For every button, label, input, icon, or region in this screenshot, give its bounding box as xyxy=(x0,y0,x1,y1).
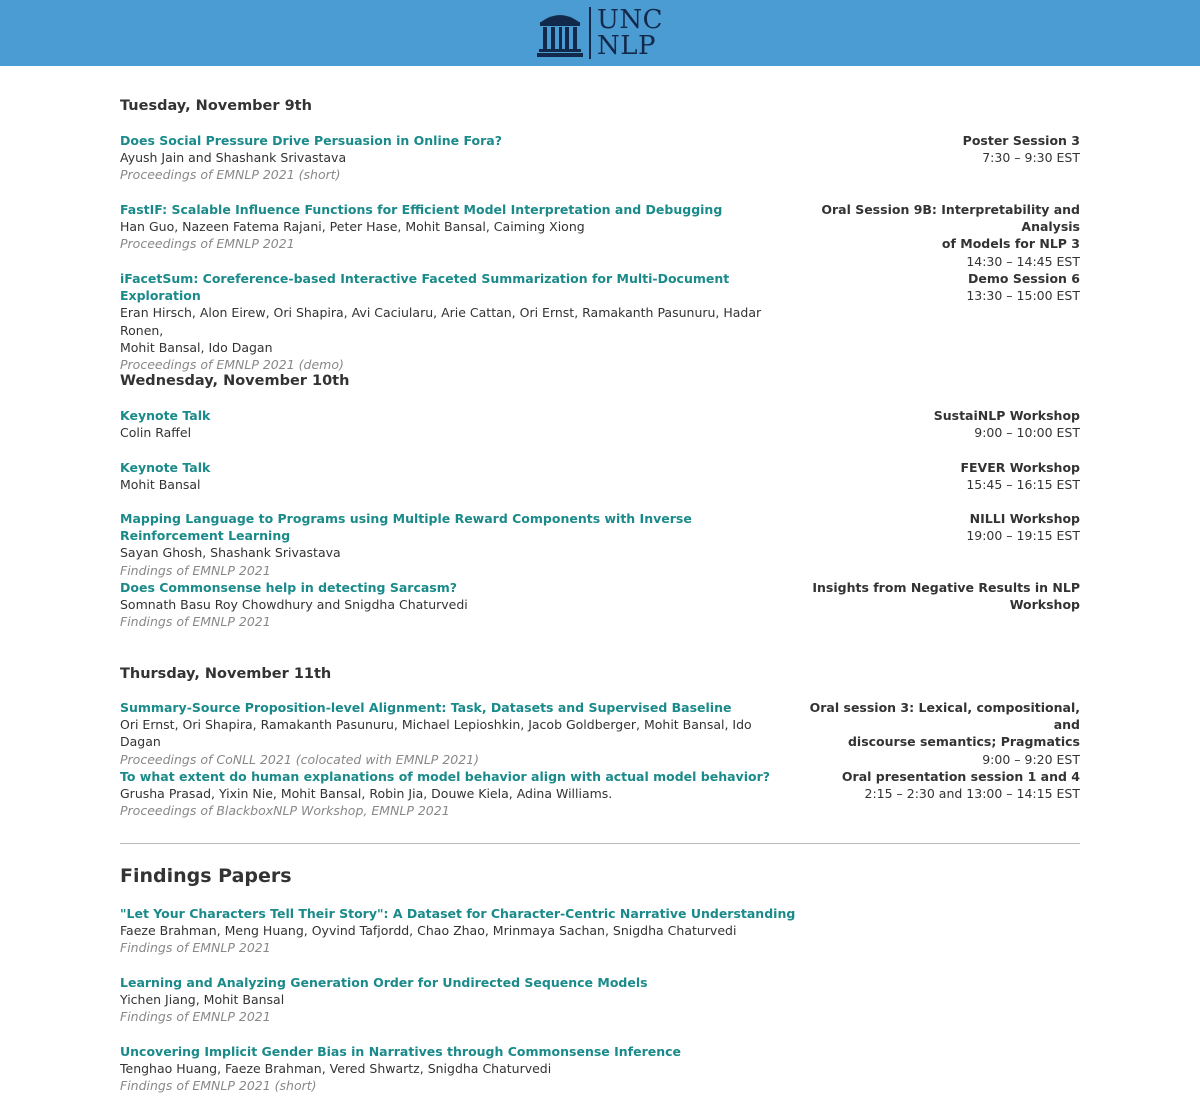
venue: Findings of EMNLP 2021 xyxy=(120,562,271,578)
paper-title-link[interactable]: Learning and Analyzing Generation Order for Undirected Sequence Models xyxy=(120,975,648,990)
session-name: Oral presentation session 1 and 4 xyxy=(841,769,1080,784)
session-name: Oral Session 9B: Interpretability and Analysis xyxy=(821,202,1080,235)
session-name-cont: discourse semantics; Pragmatics xyxy=(847,734,1080,750)
day-heading xyxy=(120,666,1080,683)
session-name: Demo Session 6 xyxy=(968,271,1080,286)
venue: Findings of EMNLP 2021 xyxy=(120,1009,271,1025)
paper-title-link[interactable]: Summary-Source Proposition-level Alignment: Task, Datasets and Supervised Baseline xyxy=(120,700,732,715)
session-time: 9:00 – 10:00 EST xyxy=(974,425,1080,441)
session-name: Oral session 3: Lexical, compositional, and xyxy=(809,700,1080,733)
speaker: Colin Raffel xyxy=(120,425,192,441)
header-bar xyxy=(0,0,1200,66)
logo-line-1: UNC xyxy=(596,5,664,35)
session-name: FEVER Workshop xyxy=(960,460,1080,475)
divider-line xyxy=(120,843,1080,844)
session-time: 19:00 – 19:15 EST xyxy=(966,528,1080,544)
section-title: Findings Papers xyxy=(120,865,292,887)
schedule-entry xyxy=(120,768,1080,820)
authors: Han Guo, Nazeen Fatema Rajani, Peter Hase, Mohit Bansal, Caiming Xiong xyxy=(120,219,585,235)
logo-divider xyxy=(589,7,591,59)
day-title: Tuesday, November 9th xyxy=(120,98,312,114)
paper-title-link[interactable]: iFacetSum: Coreference-based Interactive Faceted Summarization for Multi-Document Exploration xyxy=(120,271,730,304)
session-time: 2:15 – 2:30 and 13:00 – 14:15 EST xyxy=(864,786,1080,802)
authors: Yichen Jiang, Mohit Bansal xyxy=(120,992,285,1008)
session-time: 14:30 – 14:45 EST xyxy=(966,253,1080,269)
schedule-entry xyxy=(120,407,1080,441)
session-time: 13:30 – 15:00 EST xyxy=(966,288,1080,304)
findings-entry xyxy=(120,905,1080,957)
day-title: Wednesday, November 10th xyxy=(120,373,350,389)
session-time: 15:45 – 16:15 EST xyxy=(966,477,1080,493)
venue: Findings of EMNLP 2021 (short) xyxy=(120,1078,317,1094)
venue: Proceedings of EMNLP 2021 xyxy=(120,236,295,252)
session-name-cont: of Models for NLP 3 xyxy=(941,236,1080,252)
authors: Ori Ernst, Ori Shapira, Ramakanth Pasunuru, Michael Lepioshkin, Jacob Goldberger, Mohit Bansal, Ido Dagan xyxy=(120,717,752,750)
paper-title-link[interactable]: FastIF: Scalable Influence Functions for Efficient Model Interpretation and Debugging xyxy=(120,202,723,217)
talk-title-link[interactable]: Keynote Talk xyxy=(120,408,211,423)
talk-title-link[interactable]: Keynote Talk xyxy=(120,460,211,475)
day-heading xyxy=(120,373,1080,390)
day-title: Thursday, November 11th xyxy=(120,666,332,682)
schedule-entry xyxy=(120,201,1080,270)
findings-entry xyxy=(120,974,1080,1026)
logo-text xyxy=(597,7,663,59)
paper-title-link[interactable]: To what extent do human explanations of model behavior align with actual model behavior? xyxy=(120,769,770,784)
speaker: Mohit Bansal xyxy=(120,477,201,493)
old-well-icon xyxy=(537,8,583,58)
paper-title-link[interactable]: Uncovering Implicit Gender Bias in Narratives through Commonsense Inference xyxy=(120,1044,682,1059)
schedule-entry xyxy=(120,699,1080,768)
session-name: NILLI Workshop xyxy=(969,511,1080,526)
session-name: SustaiNLP Workshop xyxy=(933,408,1080,423)
session-time: 9:00 – 9:20 EST xyxy=(982,751,1080,767)
schedule-entry xyxy=(120,459,1080,493)
authors: Tenghao Huang, Faeze Brahman, Vered Shwartz, Snigdha Chaturvedi xyxy=(120,1061,552,1077)
authors: Faeze Brahman, Meng Huang, Oyvind Tafjordd, Chao Zhao, Mrinmaya Sachan, Snigdha Chaturvedi xyxy=(120,923,737,939)
schedule-entry xyxy=(120,270,1080,373)
paper-title-link[interactable]: Does Social Pressure Drive Persuasion in Online Fora? xyxy=(120,133,502,148)
findings-entry xyxy=(120,1043,1080,1095)
schedule-entry xyxy=(120,510,1080,579)
session-time: 7:30 – 9:30 EST xyxy=(982,150,1080,166)
day-heading xyxy=(120,98,1080,115)
paper-title-link[interactable]: "Let Your Characters Tell Their Story": A Dataset for Character-Centric Narrative Understanding xyxy=(120,906,796,921)
session-name-cont: Workshop xyxy=(1009,597,1080,613)
venue: Proceedings of EMNLP 2021 (short) xyxy=(120,167,341,183)
authors: Somnath Basu Roy Chowdhury and Snigdha Chaturvedi xyxy=(120,597,468,613)
unc-nlp-logo[interactable] xyxy=(537,7,663,59)
logo-line-2: NLP xyxy=(596,31,656,61)
findings-section-heading xyxy=(120,864,1080,888)
venue: Proceedings of EMNLP 2021 (demo) xyxy=(120,357,344,373)
session-name: Insights from Negative Results in NLP xyxy=(812,580,1080,595)
venue: Findings of EMNLP 2021 xyxy=(120,614,271,630)
authors: Eran Hirsch, Alon Eirew, Ori Shapira, Avi Caciularu, Arie Cattan, Ori Ernst, Ramakanth Pasunuru, Hadar Ronen, xyxy=(120,305,762,338)
venue: Proceedings of BlackboxNLP Workshop, EMNLP 2021 xyxy=(120,803,450,819)
authors: Grusha Prasad, Yixin Nie, Mohit Bansal, Robin Jia, Douwe Kiela, Adina Williams. xyxy=(120,786,613,802)
authors: Sayan Ghosh, Shashank Srivastava xyxy=(120,545,341,561)
authors: Ayush Jain and Shashank Srivastava xyxy=(120,150,347,166)
schedule-entry xyxy=(120,579,1080,631)
paper-title-link[interactable]: Mapping Language to Programs using Multiple Reward Components with Inverse Reinforcement Learning xyxy=(120,511,692,544)
venue: Proceedings of CoNLL 2021 (colocated with EMNLP 2021) xyxy=(120,751,480,767)
session-name: Poster Session 3 xyxy=(962,133,1080,148)
authors-cont: Mohit Bansal, Ido Dagan xyxy=(120,339,273,355)
venue: Findings of EMNLP 2021 xyxy=(120,940,271,956)
schedule-entry xyxy=(120,132,1080,184)
section-divider xyxy=(120,843,1080,844)
paper-title-link[interactable]: Does Commonsense help in detecting Sarcasm? xyxy=(120,580,458,595)
